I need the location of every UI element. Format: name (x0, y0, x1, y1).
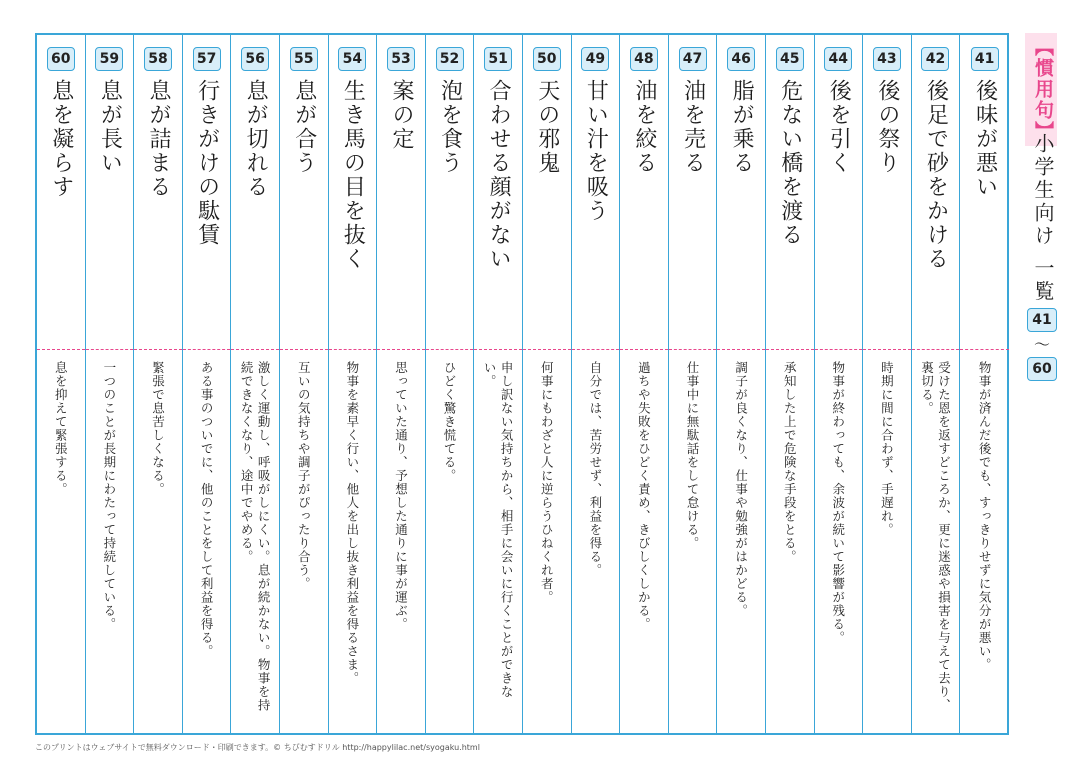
entry-number: 50 (533, 47, 561, 71)
divider (86, 349, 134, 350)
entry-number: 59 (95, 47, 123, 71)
entry-number: 58 (144, 47, 172, 71)
divider (523, 349, 571, 350)
meaning-text: 互いの気持ちや調子がぴったり合う。 (296, 361, 312, 591)
footer-credit: このプリントはウェブサイトで無料ダウンロード・印刷できます。© ちびむすドリル http://happylilac.net/syogaku.html (35, 743, 480, 752)
idiom-entry (717, 35, 766, 733)
idiom-entry (37, 35, 86, 733)
entry-number: 44 (824, 47, 852, 71)
meaning-text: 一つのことが長期にわたって持続している。 (101, 361, 117, 631)
idiom-text: 後を引く (826, 79, 852, 175)
idiom-entry (231, 35, 280, 733)
idiom-entry (86, 35, 135, 733)
idiom-entry (134, 35, 183, 733)
idiom-entry (669, 35, 718, 733)
idiom-text: 泡を食う (437, 79, 463, 175)
idiom-entry (960, 35, 1009, 733)
idiom-entry (426, 35, 475, 733)
meaning-text: 物事を素早く行い、他人を出し抜き利益を得るさま。 (344, 361, 360, 685)
entry-number: 47 (679, 47, 707, 71)
entry-number: 49 (581, 47, 609, 71)
idiom-text: 息が合う (291, 79, 317, 175)
idiom-entry (280, 35, 329, 733)
meaning-text: 仕事中に無駄話をして怠ける。 (685, 361, 701, 550)
divider (474, 349, 522, 350)
entry-number: 56 (241, 47, 269, 71)
entry-number: 41 (971, 47, 999, 71)
page-title: 小学生向け 一覧 (1031, 133, 1055, 304)
entry-number: 42 (921, 47, 949, 71)
entry-number: 48 (630, 47, 658, 71)
entry-number: 60 (47, 47, 75, 71)
divider (37, 349, 85, 350)
divider (426, 349, 474, 350)
idiom-text: 油を絞る (631, 79, 657, 175)
meaning-text: 物事が済んだ後でも、すっきりせずに気分が悪い。 (977, 361, 993, 672)
entry-number: 45 (776, 47, 804, 71)
meaning-text: 受けた恩を返すどころか、更に迷惑や損害を与えて去り、裏切る。 (919, 361, 952, 712)
idiom-entry (766, 35, 815, 733)
range-end: 60 (1027, 357, 1057, 381)
divider (960, 349, 1009, 350)
idiom-entry (572, 35, 621, 733)
meaning-text: ある事のついでに、他のことをして利益を得る。 (199, 361, 215, 658)
idiom-text: 甘い汁を吸う (583, 79, 609, 223)
divider (669, 349, 717, 350)
meaning-text: 自分では、苦労せず、利益を得る。 (587, 361, 603, 577)
idiom-entry (377, 35, 426, 733)
idiom-entry (815, 35, 864, 733)
meaning-text: 激しく運動し、呼吸がしにくい。息が続かない。物事を持続できなくなり、途中でやめる。 (239, 361, 272, 712)
idiom-text: 後足で砂をかける (923, 79, 949, 271)
entry-number: 51 (484, 47, 512, 71)
divider (231, 349, 279, 350)
meaning-text: 承知した上で危険な手段をとる。 (782, 361, 798, 564)
idiom-text: 行きがけの駄賃 (194, 79, 220, 247)
meaning-text: 時期に間に合わず、手遅れ。 (879, 361, 895, 537)
meaning-text: 過ちや失敗をひどく責め、きびしくしかる。 (636, 361, 652, 631)
idiom-text: 後味が悪い (972, 79, 998, 199)
range-start: 41 (1027, 308, 1057, 332)
idiom-text: 危ない橋を渡る (777, 79, 803, 247)
meaning-text: ひどく驚き慌てる。 (442, 361, 458, 483)
range-separator: 〜 (1033, 335, 1050, 354)
entry-number: 57 (193, 47, 221, 71)
idiom-text: 案の定 (388, 79, 414, 151)
meaning-text: 申し訳ない気持ちから、相手に会いに行くことができない。 (482, 361, 515, 699)
divider (766, 349, 814, 350)
idiom-text: 息が詰まる (145, 79, 171, 199)
entry-number: 52 (436, 47, 464, 71)
divider (863, 349, 911, 350)
meaning-text: 息を抑えて緊張する。 (53, 361, 69, 496)
divider (912, 349, 960, 350)
idiom-text: 脂が乗る (729, 79, 755, 175)
entry-number: 55 (290, 47, 318, 71)
meaning-text: 何事にもわざと人に逆らうひねくれ者。 (539, 361, 555, 604)
divider (377, 349, 425, 350)
idiom-entry (620, 35, 669, 733)
divider (815, 349, 863, 350)
idiom-text: 油を売る (680, 79, 706, 175)
divider (572, 349, 620, 350)
entry-number: 43 (873, 47, 901, 71)
divider (134, 349, 182, 350)
divider (717, 349, 765, 350)
divider (280, 349, 328, 350)
divider (329, 349, 377, 350)
idiom-text: 息が切れる (243, 79, 269, 199)
meaning-text: 物事が終わっても、余波が続いて影響が残る。 (830, 361, 846, 645)
divider (183, 349, 231, 350)
idiom-text: 生き馬の目を抜く (340, 79, 366, 271)
sidebar (1014, 33, 1070, 735)
idiom-text: 後の祭り (874, 79, 900, 175)
divider (620, 349, 668, 350)
meaning-text: 思っていた通り、予想した通りに事が運ぶ。 (393, 361, 409, 631)
idiom-text: 天の邪鬼 (534, 79, 560, 175)
meaning-text: 調子が良くなり、仕事や勉強がはかどる。 (733, 361, 749, 618)
idiom-entry (329, 35, 378, 733)
idiom-entry (863, 35, 912, 733)
entry-number: 46 (727, 47, 755, 71)
idiom-text: 息が長い (97, 79, 123, 175)
idiom-grid (35, 33, 1009, 735)
meaning-text: 緊張で息苦しくなる。 (150, 361, 166, 496)
idiom-entry (523, 35, 572, 733)
idiom-entry (183, 35, 232, 733)
entry-number: 53 (387, 47, 415, 71)
idiom-text: 息を凝らす (48, 79, 74, 199)
idiom-entry (474, 35, 523, 733)
idiom-text: 合わせる顔がない (486, 79, 512, 271)
category-label: 【慣用句】 (1025, 33, 1057, 146)
idiom-entry (912, 35, 961, 733)
entry-number: 54 (338, 47, 366, 71)
